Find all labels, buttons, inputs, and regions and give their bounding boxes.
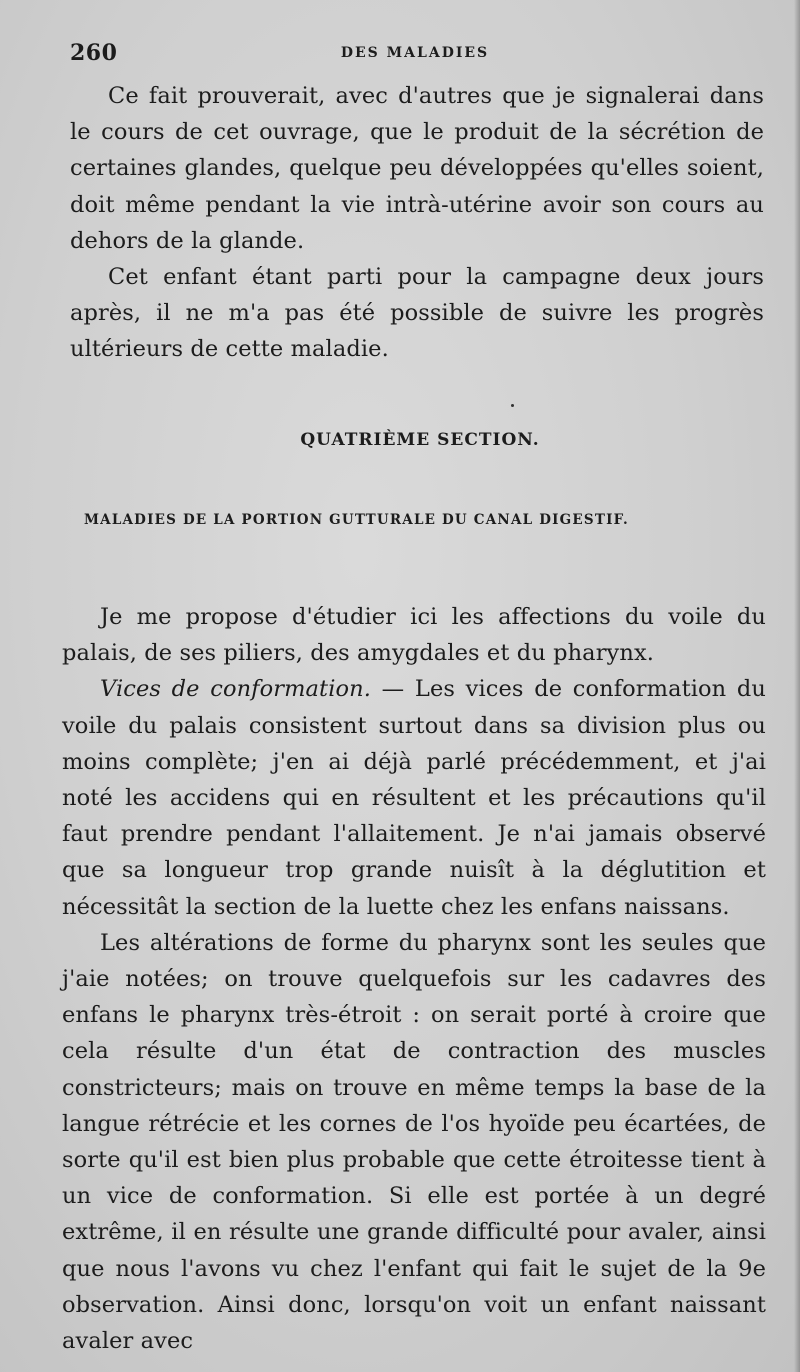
paragraph-glandes: Ce fait prouverait, avec d'autres que je signalerai dans le cours de cet ouvrage, que le produit de la sécrétion de certaines glandes, quelque peu développées qu'elles soient, doit même pendant la vie intrà-utérine avoir son cours au dehors de la glande. xyxy=(70,83,764,254)
paragraph-intro: Je me propose d'étudier ici les affections du voile du palais, de ses piliers, des amygdales et du pharynx. xyxy=(62,604,766,667)
vices-text: — Les vices de conformation du voile du palais consistent surtout dans sa division plus ou moins complète; j'en ai déjà parlé précédemment, et j'ai noté les accidens qui en résultent et les précautions qu'il faut prendre pendant l'allaitement. Je n'ai jamais observé que sa longueur trop grande nuisît à la déglutition et nécessitât la section de la luette chez les enfans naissans. xyxy=(62,676,767,920)
paragraph-campagne: Cet enfant étant parti pour la campagne deux jours après, il ne m'a pas été possible de suivre les progrès ultérieurs de cette maladie. xyxy=(70,264,764,363)
running-title: DES MALADIES xyxy=(340,45,490,61)
running-head xyxy=(70,40,760,66)
page-number: 260 xyxy=(70,40,118,66)
text-block-bottom xyxy=(62,599,766,1359)
text-block-top xyxy=(70,78,764,368)
paragraph-vices xyxy=(62,671,766,924)
section-subheading: MALADIES DE LA PORTION GUTTURALE DU CANAL DIGESTIF. xyxy=(84,512,629,528)
paragraph-pharynx: Les altérations de forme du pharynx sont les seules que j'aie notées; on trouve quelquefois sur les cadavres des enfans le pharynx très-étroit : on serait porté à croire que cela résulte d'un état de contraction des muscles constricteurs; mais on trouve en même temps la base de la langue rétrécie et les cornes de l'os hyoïde peu écartées, de sorte qu'il est bien plus probable que cette étroitesse tient à un vice de conformation. Si elle est portée à un degré extrême, il en résulte une grande difficulté pour avaler, ainsi que nous l'avons vu chez l'enfant qui fait le sujet de la 9e observation. Ainsi donc, lorsqu'on voit un enfant naissant avaler avec xyxy=(62,929,766,1355)
section-heading: QUATRIÈME SECTION. xyxy=(300,430,540,450)
vices-lead: Vices de conformation. xyxy=(100,676,371,703)
ornament-dot xyxy=(511,404,514,407)
